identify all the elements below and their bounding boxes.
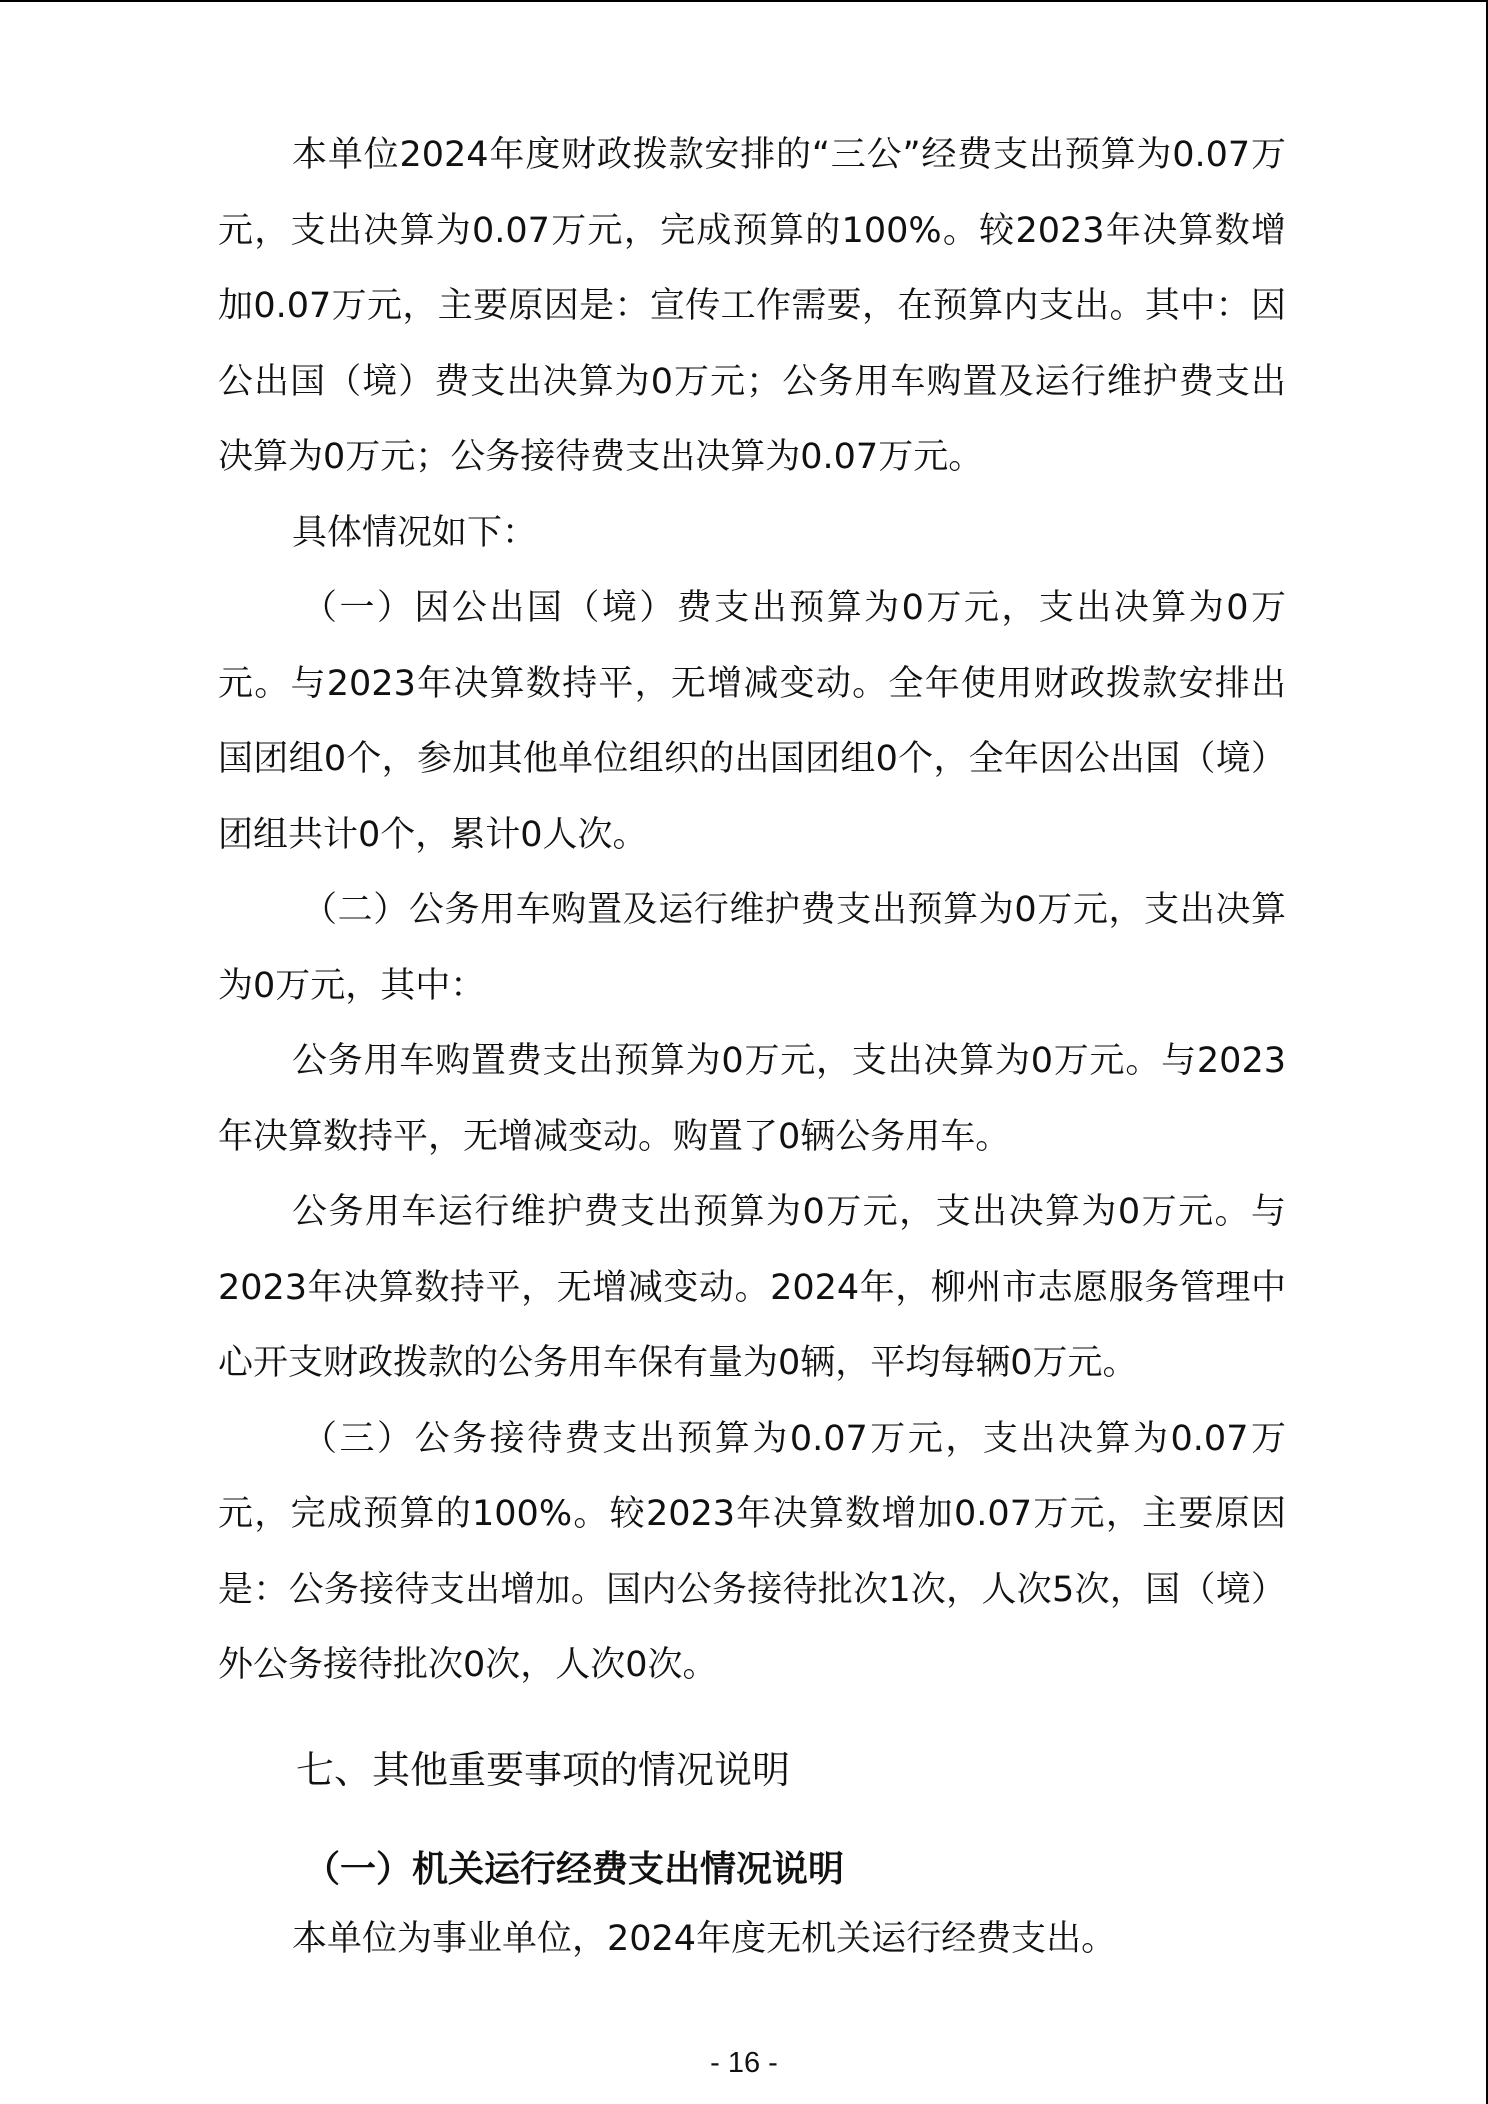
paragraph-vehicle-purchase: 公务用车购置费支出预算为0万元，支出决算为0万元。与2023年决算数持平，无增减变动。购置了0辆公务用车。 bbox=[218, 1041, 1286, 1157]
paragraph-vehicle-expenses: （二）公务用车购置及运行维护费支出预算为0万元，支出决算为0万元，其中： bbox=[218, 890, 1286, 1006]
section-heading: 七、其他重要事项的情况说明 bbox=[296, 1747, 791, 1792]
subsection-heading: （一）机关运行经费支出情况说明 bbox=[304, 1848, 845, 1890]
document-body bbox=[218, 118, 1286, 1977]
paragraph-vehicle-maintenance: 公务用车运行维护费支出预算为0万元，支出决算为0万元。与2023年决算数持平，无增减变动。2024年，柳州市志愿服务管理中心开支财政拨款的公务用车保有量为0辆，平均每辆0万元。 bbox=[218, 1192, 1286, 1383]
page-top-border bbox=[0, 0, 1488, 2]
paragraph-operating-expenses: 本单位为事业单位，2024年度无机关运行经费支出。 bbox=[292, 1918, 1117, 1959]
paragraph-three-public-overview: 本单位2024年度财政拨款安排的“三公”经费支出预算为0.07万元，支出决算为0.07万元，完成预算的100%。较2023年决算数增加0.07万元，主要原因是：宣传工作需要，在预算内支出。其中：因公出国（境）费支出决算为0万元；公务用车购置及运行维护费支出决算为0万元；公务接待费支出决算为0.07万元。 bbox=[218, 135, 1286, 477]
paragraph-reception-expenses: （三）公务接待费支出预算为0.07万元，支出决算为0.07万元，完成预算的100%。较2023年决算数增加0.07万元，主要原因是：公务接待支出增加。国内公务接待批次1次，人次5次，国（境）外公务接待批次0次，人次0次。 bbox=[218, 1418, 1286, 1685]
page-number: - 16 - bbox=[710, 2047, 778, 2079]
paragraph-overseas-travel: （一）因公出国（境）费支出预算为0万元，支出决算为0万元。与2023年决算数持平，无增减变动。全年使用财政拨款安排出国团组0个，参加其他单位组织的出国团组0个，全年因公出国（境）团组共计0个，累计0人次。 bbox=[218, 588, 1286, 855]
paragraph-details-intro: 具体情况如下： bbox=[292, 512, 538, 553]
